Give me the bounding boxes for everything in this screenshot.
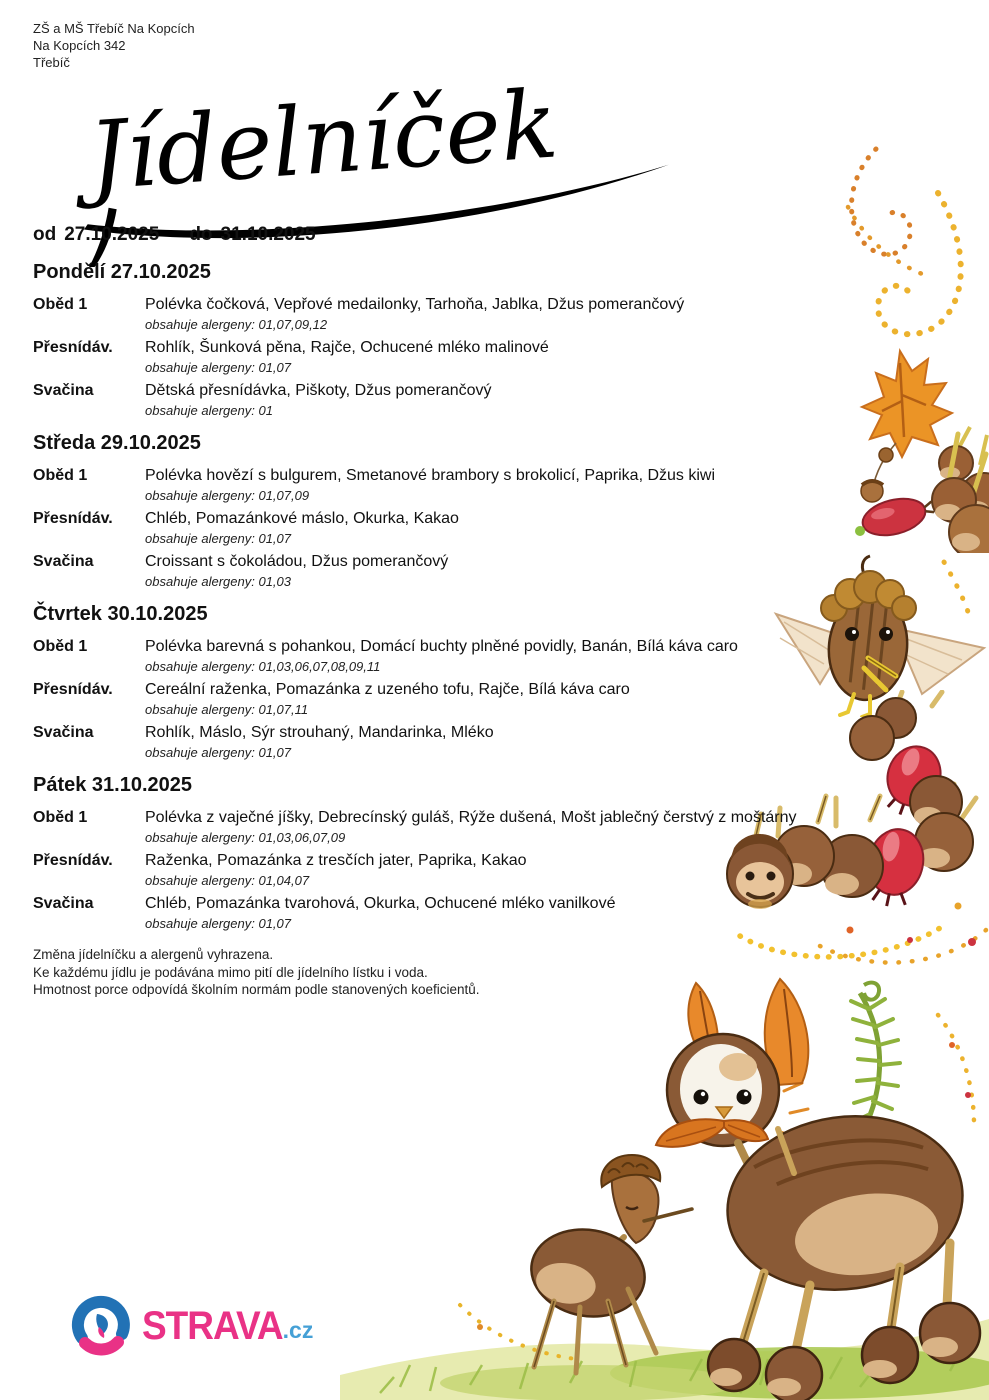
day-heading: Čtvrtek 30.10.2025 [33,603,208,625]
school-city: Třebíč [33,55,70,70]
menu-row [33,723,843,760]
menu-row [33,466,843,503]
meal-items: Polévka z vaječné jíšky, Debrecínský guláš, Rýže dušená, Mošt jablečný čerstvý z moštárny [145,809,797,826]
menu-row [33,680,843,717]
note-line: Změna jídelníčku a alergenů vyhrazena. [33,947,274,962]
strava-logo-tld: .cz [282,1317,314,1343]
meal-allergens: obsahuje alergeny: 01,03 [145,574,292,589]
menu-row [33,851,843,888]
school-street: Na Kopcích 342 [33,38,126,53]
meal-allergens: obsahuje alergeny: 01,07,09 [145,488,310,503]
date-to-label: do [189,224,213,245]
meal-allergens: obsahuje alergeny: 01,07,09,12 [145,317,328,332]
day-section-monday [33,260,843,418]
meal-label: Svačina [33,553,94,570]
menu-row [33,381,843,418]
meal-label: Svačina [33,895,94,912]
meal-label: Oběd 1 [33,809,88,826]
meal-items: Rohlík, Máslo, Sýr strouhaný, Mandarinka, Mléko [145,724,494,741]
date-range [33,224,316,246]
menu-row [33,808,843,845]
day-heading: Pondělí 27.10.2025 [33,261,211,283]
meal-label: Přesnídáv. [33,339,113,356]
meal-allergens: obsahuje alergeny: 01,03,06,07,08,09,11 [145,659,381,674]
day-section-friday [33,773,843,931]
menu-row [33,552,843,589]
note-line: Ke každému jídlu je podávána mimo pití dle jídelního lístku i voda. [33,964,428,980]
meal-allergens: obsahuje alergeny: 01,07 [145,531,292,546]
meal-allergens: obsahuje alergeny: 01,07,11 [145,702,309,717]
page-title-text: Jídelníček [85,70,562,212]
meal-label: Svačina [33,382,94,399]
meal-allergens: obsahuje alergeny: 01,04,07 [145,873,310,888]
strava-logo-icon [70,1294,132,1358]
meal-items: Dětská přesnídávka, Piškoty, Džus pomerančový [145,382,492,399]
meal-label: Přesnídáv. [33,681,113,698]
day-heading: Pátek 31.10.2025 [33,774,193,796]
meal-items: Croissant s čokoládou, Džus pomerančový [145,553,449,570]
menu-row [33,338,843,375]
meal-items: Polévka hovězí s bulgurem, Smetanové brambory s brokolicí, Paprika, Džus kiwi [145,467,716,484]
meal-label: Přesnídáv. [33,510,113,527]
meal-items: Polévka čočková, Vepřové medailonky, Tarhoňa, Jablka, Džus pomerančový [145,296,685,313]
day-section-wednesday [33,431,843,589]
strava-logo-brand: STRAVA [142,1303,283,1348]
strava-logo [70,1294,313,1358]
meal-items: Rohlík, Šunková pěna, Rajče, Ochucené mléko malinové [145,339,549,356]
meal-allergens: obsahuje alergeny: 01,07 [145,916,292,931]
meal-allergens: obsahuje alergeny: 01,07 [145,745,292,760]
meal-allergens: obsahuje alergeny: 01,03,06,07,09 [145,830,346,845]
meal-allergens: obsahuje alergeny: 01 [145,403,273,418]
meal-items: Chléb, Pomazánka tvarohová, Okurka, Ochucené mléko vanilkové [145,895,616,912]
meal-label: Svačina [33,724,94,741]
date-from-value: 27.10.2025 [64,224,160,245]
meal-items: Cereální raženka, Pomazánka z uzeného tofu, Rajče, Bílá káva caro [145,681,630,698]
meal-label: Oběd 1 [33,467,88,484]
menu-row [33,509,843,546]
school-name: ZŠ a MŠ Třebíč Na Kopcích [33,21,195,36]
day-section-thursday [33,602,843,760]
note-line: Hmotnost porce odpovídá školním normám podle stanovených koeficientů. [33,982,480,997]
meal-label: Přesnídáv. [33,852,113,869]
day-heading: Středa 29.10.2025 [33,432,201,454]
date-from-label: od [33,224,57,245]
meal-items: Polévka barevná s pohankou, Domácí buchty plněné povidly, Banán, Bílá káva caro [145,638,738,655]
meal-items: Chléb, Pomazánkové máslo, Okurka, Kakao [145,510,459,527]
meal-label: Oběd 1 [33,638,88,655]
menu [33,260,843,944]
footer-notes [33,946,480,999]
meal-items: Raženka, Pomazánka z tresčích jater, Paprika, Kakao [145,852,527,869]
menu-row [33,295,843,332]
menu-row [33,894,843,931]
menu-row [33,637,843,674]
meal-label: Oběd 1 [33,296,88,313]
date-to-value: 31.10.2025 [220,224,316,245]
meal-allergens: obsahuje alergeny: 01,07 [145,360,292,375]
